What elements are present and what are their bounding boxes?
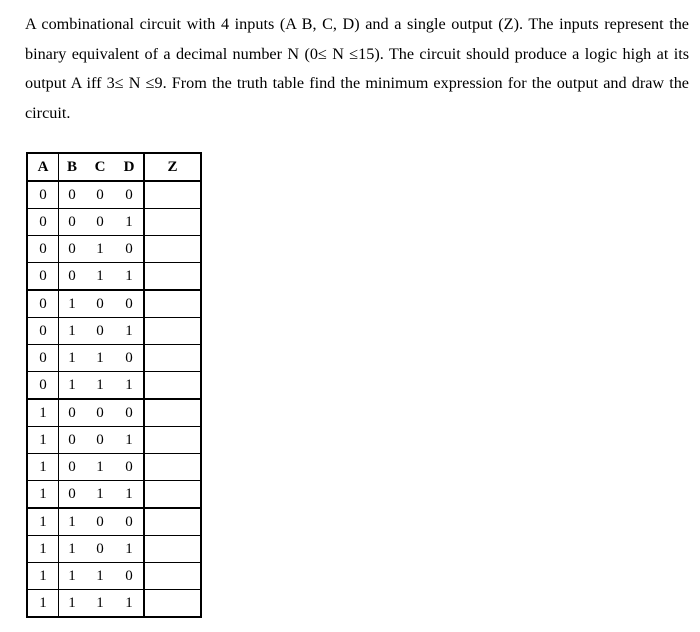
cell-b: 1 (59, 590, 86, 618)
cell-a: 0 (27, 181, 59, 209)
cell-a: 0 (27, 236, 59, 263)
cell-d: 0 (115, 290, 144, 318)
cell-d: 0 (115, 508, 144, 536)
table-row (27, 290, 201, 318)
table-row (27, 454, 201, 481)
cell-c: 0 (85, 209, 115, 236)
cell-d: 1 (115, 536, 144, 563)
header-z: Z (144, 153, 201, 181)
cell-z[interactable] (144, 399, 201, 427)
cell-b: 1 (59, 318, 86, 345)
cell-b: 0 (59, 263, 86, 291)
table-row (27, 508, 201, 536)
cell-a: 0 (27, 209, 59, 236)
table-row (27, 318, 201, 345)
cell-b: 0 (59, 209, 86, 236)
cell-c: 0 (85, 427, 115, 454)
cell-d: 0 (115, 236, 144, 263)
cell-c: 1 (85, 345, 115, 372)
header-a: A (27, 153, 59, 181)
cell-a: 1 (27, 399, 59, 427)
cell-d: 1 (115, 590, 144, 618)
table-row (27, 181, 201, 209)
cell-d: 1 (115, 209, 144, 236)
cell-z[interactable] (144, 508, 201, 536)
cell-c: 0 (85, 318, 115, 345)
cell-a: 1 (27, 536, 59, 563)
cell-d: 0 (115, 345, 144, 372)
cell-b: 0 (59, 481, 86, 509)
cell-b: 0 (59, 236, 86, 263)
header-b: B (59, 153, 86, 181)
cell-b: 0 (59, 181, 86, 209)
cell-a: 1 (27, 508, 59, 536)
cell-a: 0 (27, 372, 59, 400)
cell-z[interactable] (144, 590, 201, 618)
table-row (27, 236, 201, 263)
cell-b: 1 (59, 345, 86, 372)
table-row (27, 399, 201, 427)
truth-table-header (27, 153, 201, 181)
cell-c: 1 (85, 590, 115, 618)
cell-c: 0 (85, 181, 115, 209)
cell-z[interactable] (144, 372, 201, 400)
table-row (27, 481, 201, 509)
cell-b: 1 (59, 290, 86, 318)
cell-a: 0 (27, 318, 59, 345)
table-row (27, 590, 201, 618)
table-row (27, 209, 201, 236)
truth-table-body (27, 181, 201, 617)
cell-c: 1 (85, 372, 115, 400)
cell-b: 0 (59, 399, 86, 427)
cell-b: 1 (59, 372, 86, 400)
cell-d: 1 (115, 481, 144, 509)
cell-c: 1 (85, 236, 115, 263)
cell-a: 1 (27, 590, 59, 618)
cell-a: 1 (27, 481, 59, 509)
table-row (27, 345, 201, 372)
header-c: C (85, 153, 115, 181)
cell-b: 0 (59, 427, 86, 454)
cell-d: 1 (115, 372, 144, 400)
cell-c: 1 (85, 454, 115, 481)
table-row (27, 263, 201, 291)
cell-b: 1 (59, 563, 86, 590)
cell-c: 0 (85, 536, 115, 563)
cell-d: 0 (115, 399, 144, 427)
cell-a: 1 (27, 427, 59, 454)
cell-z[interactable] (144, 536, 201, 563)
cell-z[interactable] (144, 454, 201, 481)
cell-c: 0 (85, 399, 115, 427)
cell-a: 0 (27, 263, 59, 291)
cell-z[interactable] (144, 563, 201, 590)
problem-statement: A combinational circuit with 4 inputs (A B, C, D) and a single output (Z). The inputs represent the binary equivalent of a decimal number N (0≤ N ≤15). The circuit should produce a logic high at its output A iff 3≤ N ≤9. From the truth table find the minimum expression for the output and draw the circuit. (25, 15, 689, 122)
cell-c: 1 (85, 563, 115, 590)
cell-d: 0 (115, 563, 144, 590)
table-row (27, 563, 201, 590)
table-row (27, 372, 201, 400)
cell-d: 1 (115, 427, 144, 454)
cell-z[interactable] (144, 481, 201, 509)
cell-c: 1 (85, 481, 115, 509)
cell-z[interactable] (144, 263, 201, 291)
cell-z[interactable] (144, 345, 201, 372)
cell-z[interactable] (144, 318, 201, 345)
cell-b: 1 (59, 536, 86, 563)
cell-z[interactable] (144, 427, 201, 454)
cell-z[interactable] (144, 181, 201, 209)
cell-d: 1 (115, 263, 144, 291)
cell-b: 0 (59, 454, 86, 481)
cell-a: 0 (27, 290, 59, 318)
cell-z[interactable] (144, 290, 201, 318)
cell-b: 1 (59, 508, 86, 536)
table-row (27, 536, 201, 563)
cell-d: 0 (115, 454, 144, 481)
truth-table (26, 152, 202, 618)
table-row (27, 427, 201, 454)
cell-d: 0 (115, 181, 144, 209)
cell-a: 1 (27, 563, 59, 590)
cell-a: 1 (27, 454, 59, 481)
cell-c: 0 (85, 290, 115, 318)
cell-a: 0 (27, 345, 59, 372)
cell-z[interactable] (144, 209, 201, 236)
cell-z[interactable] (144, 236, 201, 263)
header-d: D (115, 153, 144, 181)
cell-c: 1 (85, 263, 115, 291)
cell-c: 0 (85, 508, 115, 536)
cell-d: 1 (115, 318, 144, 345)
